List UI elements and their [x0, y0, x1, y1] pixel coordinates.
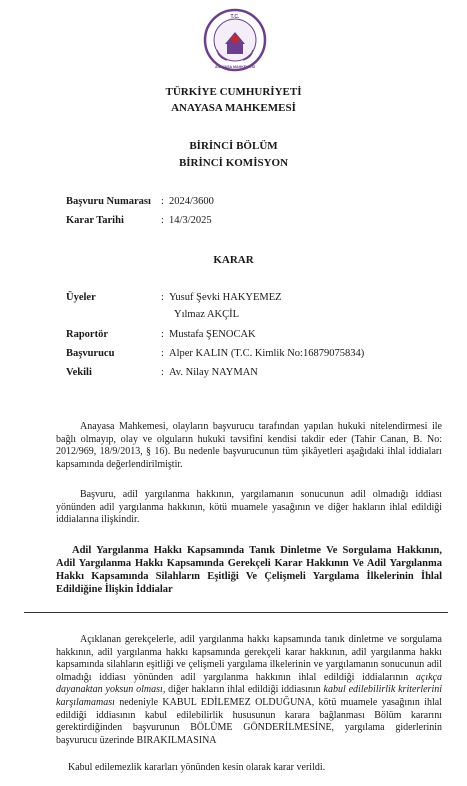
emblem-top-text: T.C.: [230, 14, 240, 20]
decision-date-value: 14/3/2025: [169, 215, 212, 226]
court-emblem-icon: [203, 8, 267, 74]
application-number-label: Başvuru Numarası: [66, 196, 151, 207]
applicant-label: Başvurucu: [66, 348, 115, 359]
colon: :: [161, 215, 164, 226]
decision-date-label: Karar Tarihi: [66, 215, 124, 226]
paragraph-subject: Başvuru, adil yargılanma hakkının, yargılamanın sonucunun adil olmadığı iddiası yönünden adil yargılanma hakkının, kötü muamele yasağının ve diğer hakların ihlal edildiği iddialarına ilişkindir.: [56, 489, 442, 526]
commission-title: BİRİNCİ KOMİSYON: [178, 157, 289, 169]
colon: :: [161, 329, 164, 340]
colon: :: [161, 348, 164, 359]
paragraph-conclusion: Açıklanan gerekçelerle, adil yargılanma hakkı kapsamında tanık dinletme ve sorgulama hakkının, adil yargılanma hakkı kapsamında gerekçeli karar hakkının, adil yargılanma hakkı kapsamında silahların eşitliği ve çelişmeli yargılama ilkelerinin ve yargılamanın sonucunun adil olmadığı iddiası yönünden adil yargılanma hakkının ihlal edildiği iddialarının açıkça dayanaktan yoksun olması, diğer hakların ihlal edildiği iddiasının kabul edilebilirlik kriterlerini karşılamaması nedeniyle KABUL EDİLEMEZ OLDUĞUNA, kötü muamele yasağının ihlal edildiği iddiasının kabul edilebilirlik hususunun karara bağlanması Bölüm kararını gerektirdiğinden başvurunun BÖLÜME GÖNDERİLMESİNE, yargılama giderlerinin başvurucu üzerinde BIRAKILMASINA: [56, 634, 442, 746]
members-label: Üyeler: [66, 292, 96, 303]
paragraph-qualification: Anayasa Mahkemesi, olayların başvurucu tarafından yapılan hukuki nitelendirmesi ile bağlı olmayıp, olay ve olguların hukuki tavsifini kendisi takdir eder (Tahir Canan, B. No: 2012/969, 18/9/2013, § 16). Bu nedenle başvurucunun tüm şikâyetleri aşağıdaki ihlal iddiaları kapsamında değerlendirilmiştir.: [56, 421, 442, 470]
member-name: Yusuf Şevki HAKYEMEZ: [169, 292, 282, 303]
emphasis-text: kabul edilebilirlik kriterlerini karşılamaması: [56, 684, 442, 708]
rapporteur-label: Raportör: [66, 329, 108, 340]
colon: :: [161, 292, 164, 303]
rapporteur-name: Mustafa ŞENOCAK: [169, 329, 256, 340]
emblem-bottom-text: ANAYASA MAHKEMESİ: [215, 65, 255, 69]
attorney-label: Vekili: [66, 367, 92, 378]
divider: [24, 612, 448, 613]
colon: :: [161, 196, 164, 207]
court-title: ANAYASA MAHKEMESİ: [171, 102, 296, 114]
section-title: BİRİNCİ BÖLÜM: [189, 140, 278, 152]
emphasis-text: açıkça dayanaktan yoksun olması: [56, 671, 442, 696]
decision-heading: KARAR: [213, 254, 254, 266]
colon: :: [161, 367, 164, 378]
section-heading: Adil Yargılanma Hakkı Kapsamında Tanık Dinletme Ve Sorgulama Hakkının, Adil Yargılanma Hakkı Kapsamında Gerekçeli Karar Hakkının Ve Adil Yargılanma Hakkı Kapsamında Silahların Eşitliği Ve Çelişmeli Yargılama İlkelerinin İhlal Edildiğine İlişkin İddialar: [56, 545, 442, 595]
member-name: Yılmaz AKÇİL: [174, 309, 240, 320]
country-title: TÜRKİYE CUMHURİYETİ: [165, 86, 302, 98]
paragraph-final: Kabul edilemezlik kararları yönünden kesin olarak karar verildi.: [68, 762, 326, 773]
attorney-name: Av. Nilay NAYMAN: [169, 367, 258, 378]
application-number-value: 2024/3600: [169, 196, 214, 207]
applicant-name: Alper KALIN (T.C. Kimlik No:16879075834): [169, 348, 365, 359]
